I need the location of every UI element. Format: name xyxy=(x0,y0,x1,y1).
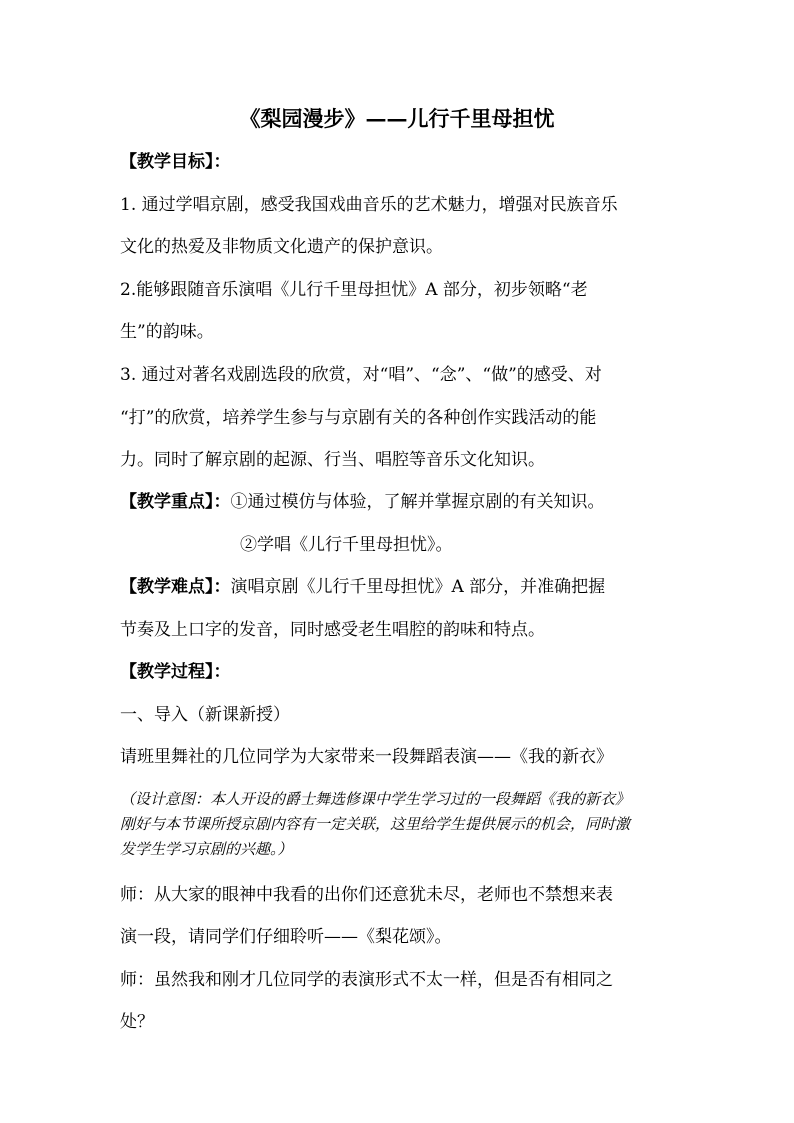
key-points-label: 【教学重点】 xyxy=(120,492,214,512)
teacher-line-1b: 演一段，请同学们仔细聆听——《梨花颂》。 xyxy=(120,927,452,947)
teacher-line-2a: 师：虽然我和刚才几位同学的表演形式不太一样，但是否有相同之 xyxy=(120,970,613,990)
objective-3-line-2: “打”的欣赏，培养学生参与与京剧有关的各种创作实践活动的能 xyxy=(120,408,597,428)
difficulty-label: 【教学难点】 xyxy=(120,577,214,597)
objective-3-line-1: 3. 通过对著名戏剧选段的欣赏，对“唱”、“念”、“做”的感受、对 xyxy=(120,365,602,385)
key-point-1: ①通过模仿与体验，了解并掌握京剧的有关知识。 xyxy=(230,492,605,512)
objective-1-line-2: 文化的热爱及非物质文化遗产的保护意识。 xyxy=(120,237,443,257)
objective-2-line-1: 2.能够跟随音乐演唱《儿行千里母担忧》A 部分，初步领略“老 xyxy=(120,280,588,300)
design-intent-line-2: 刚好与本节课所授京剧内容有一定关联，这里给学生提供展示的机会，同时激 xyxy=(120,815,631,833)
difficulty-line-1 xyxy=(120,572,605,597)
difficulty-line-2: 节奏及上口字的发音，同时感受老生唱腔的韵味和特点。 xyxy=(120,620,545,640)
process-heading: 【教学过程】： xyxy=(120,662,231,682)
design-intent-line-1: （设计意图：本人开设的爵士舞选修课中学生学习过的一段舞蹈《我的新衣》 xyxy=(120,790,631,808)
design-intent-line-3: 发学生学习京剧的兴趣。） xyxy=(120,840,293,858)
page-title: 《梨园漫步》——儿行千里母担忧 xyxy=(239,106,555,131)
process-paragraph-1: 请班里舞社的几位同学为大家带来一段舞蹈表演——《我的新衣》 xyxy=(120,747,613,767)
key-point-2: ②学唱《儿行千里母担忧》。 xyxy=(240,535,453,555)
difficulty-text-1: 演唱京剧《儿行千里母担忧》A 部分，并准确把握 xyxy=(230,577,606,597)
teacher-line-1a: 师：从大家的眼神中我看的出你们还意犹未尽，老师也不禁想来表 xyxy=(120,885,613,905)
teacher-line-2b: 处？ xyxy=(120,1012,154,1032)
difficulty-colon: ： xyxy=(213,577,231,597)
key-points-line-1 xyxy=(120,487,605,512)
objective-3-line-3: 力。同时了解京剧的起源、行当、唱腔等音乐文化知识。 xyxy=(120,450,545,470)
key-points-colon: ： xyxy=(213,492,231,512)
objective-2-line-2: 生”的韵味。 xyxy=(120,322,214,342)
process-section-1: 一、导入（新课新授） xyxy=(120,705,290,725)
objective-1-line-1: 1. 通过学唱京剧，感受我国戏曲音乐的艺术魅力，增强对民族音乐 xyxy=(120,195,618,215)
objectives-heading: 【教学目标】： xyxy=(120,152,231,172)
